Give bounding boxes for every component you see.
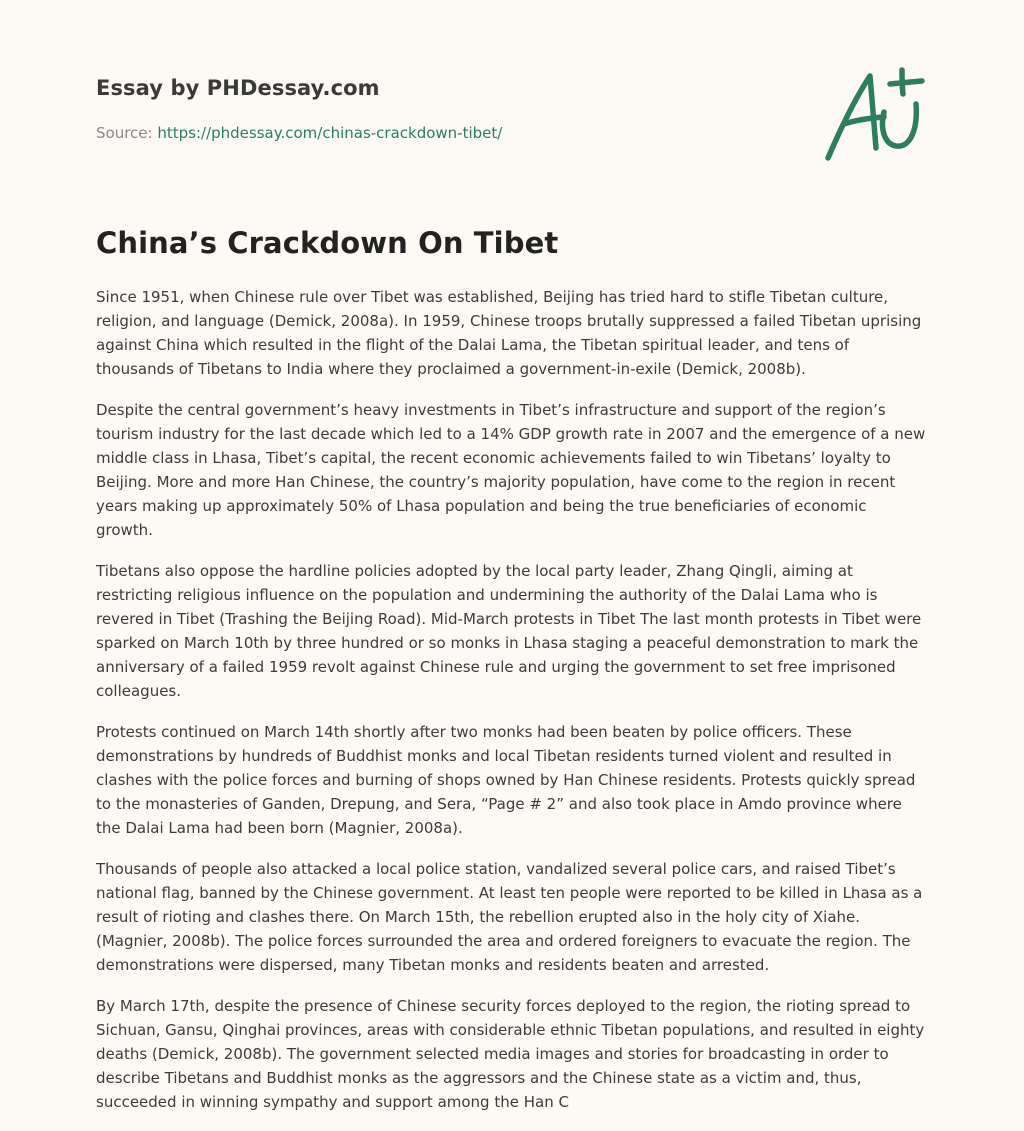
essay-paragraph: Tibetans also oppose the hardline policies adopted by the local party leader, Zhang Qingli, aiming at restricting religious influence on the population and undermining the authority of the Dalai Lama who is revered in Tibet (Trashing the Beijing Road). Mid-March protests in Tibet The last month protests in Tibet were sparked on March 10th by three hundred or so monks in Lhasa staging a peaceful demonstration to mark the anniversary of a failed 1959 revolt against Chinese rule and urging the government to set free imprisoned colleagues. — [96, 562, 922, 700]
essay-paragraph: Despite the central government’s heavy investments in Tibet’s infrastructure and support of the region’s tourism industry for the last decade which led to a 14% GDP growth rate in 2007 and the emergence of a new middle class in Lhasa, Tibet’s capital, the recent economic achievements failed to win Tibetans’ loyalty to Beijing. More and more Han Chinese, the country’s majority population, have come to the region in recent years making up approximately 50% of Lhasa population and being the true beneficiaries of economic growth. — [96, 401, 926, 539]
source-line — [96, 124, 502, 142]
brand-title: Essay by PHDessay.com — [96, 76, 380, 100]
essay-body — [96, 285, 928, 1131]
source-label: Source: — [96, 124, 153, 142]
a-plus-grade-icon — [818, 64, 930, 168]
essay-paragraph: Since 1951, when Chinese rule over Tibet was established, Beijing has tried hard to stifle Tibetan culture, religion, and language (Demick, 2008a). In 1959, Chinese troops brutally suppressed a failed Tibetan uprising against China which resulted in the flight of the Dalai Lama, the Tibetan spiritual leader, and tens of thousands of Tibetans to India where they proclaimed a government-in-exile (Demick, 2008b). — [96, 288, 922, 378]
essay-paragraph: Thousands of people also attacked a local police station, vandalized several police cars, and raised Tibet’s national flag, banned by the Chinese government. At least ten people were reported to be killed in Lhasa as a result of rioting and clashes there. On March 15th, the rebellion erupted also in the holy city of Xiahe. (Magnier, 2008b). The police forces surrounded the area and ordered foreigners to evacuate the region. The demonstrations were dispersed, many Tibetan monks and residents beaten and arrested. — [96, 860, 923, 974]
essay-paragraph: Protests continued on March 14th shortly after two monks had been beaten by police officers. These demonstrations by hundreds of Buddhist monks and local Tibetan residents turned violent and resulted in clashes with the police forces and burning of shops owned by Han Chinese residents. Protests quickly spread to the monasteries of Ganden, Drepung, and Sera, “Page # 2” and also took place in Amdo province where the Dalai Lama had been born (Magnier, 2008a). — [96, 723, 916, 837]
source-link[interactable]: https://phdessay.com/chinas-crackdown-tibet/ — [157, 124, 503, 142]
essay-paragraph: By March 17th, despite the presence of Chinese security forces deployed to the region, the rioting spread to Sichuan, Gansu, Qinghai provinces, areas with considerable ethnic Tibetan populations, and resulted in eighty deaths (Demick, 2008b). The government selected media images and stories for broadcasting in order to describe Tibetans and Buddhist monks as the aggressors and the Chinese state as a victim and, thus, succeeded in winning sympathy and support among the Han C — [96, 997, 925, 1111]
essay-title: China’s Crackdown On Tibet — [96, 226, 559, 260]
